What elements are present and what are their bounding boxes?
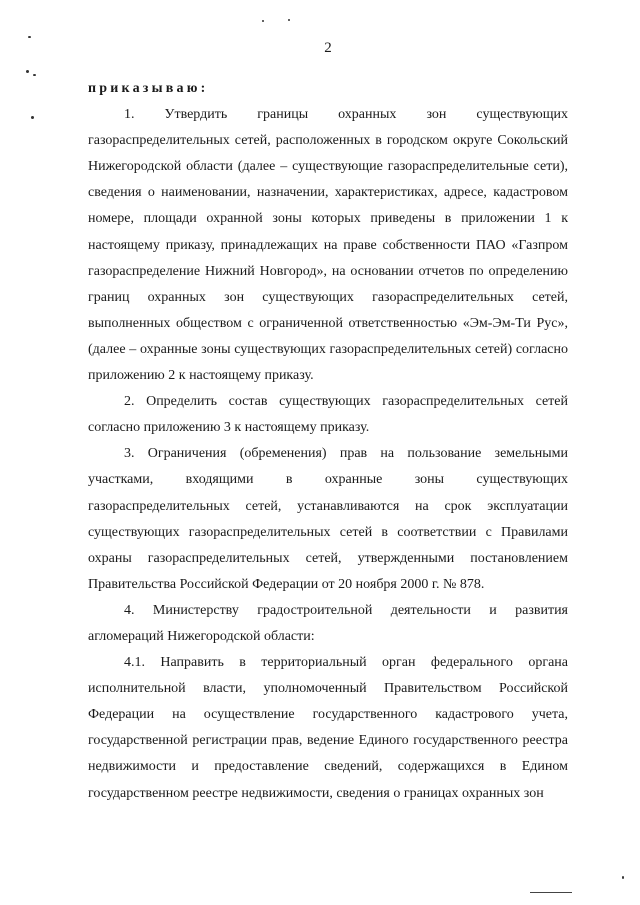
scan-speck <box>262 20 264 22</box>
scan-speck <box>33 74 36 76</box>
paragraph-1: 1. Утвердить границы охранных зон существующих газораспределительных сетей, расположенных в городском округе Сокольский Нижегородской области (далее – существующие газораспределительные сети), сведения о наименовании, назначении, характеристиках, адресе, кадастровом номере, площади охранной зоны которых приведены в приложении 1 к настоящему приказу, принадлежащих на праве собственности ПАО «Газпром газораспределение Нижний Новгород», на основании отчетов по определению границ охранных зон существующих газораспределительных сетей, выполненных обществом с ограниченной ответственностью «Эм-Эм-Ти Рус», (далее – охранные зоны существующих газораспределительных сетей) согласно приложению 2 к настоящему приказу. <box>88 107 568 384</box>
order-heading: приказываю: <box>88 81 209 96</box>
paragraph-4-1: 4.1. Направить в территориальный орган федерального органа исполнительной власти, уполномоченный Правительством Российской Федерации на осуществление государственного кадастрового учета, государственной регистрации прав, ведение Единого государственного реестра недвижимости и предоставление сведений, содержащихся в Едином государственном реестре недвижимости, сведения о границах охранных зон <box>88 655 568 801</box>
scan-speck <box>622 876 624 879</box>
document-body <box>88 76 568 807</box>
page-number: 2 <box>324 40 332 56</box>
footer-rule <box>530 892 572 893</box>
scan-speck <box>28 36 31 38</box>
paragraph-4: 4. Министерству градостроительной деятельности и развития агломераций Нижегородской области: <box>88 602 568 644</box>
paragraph-2: 2. Определить состав существующих газораспределительных сетей согласно приложению 3 к настоящему приказу. <box>88 394 568 436</box>
paragraph-3: 3. Ограничения (обременения) прав на пользование земельными участками, входящими в охранные зоны существующих газораспределительных сетей, устанавливаются на срок эксплуатации существующих газораспределительных сетей в соответствии с Правилами охраны газораспределительных сетей, утвержденными постановлением Правительства Российской Федерации от 20 ноября 2000 г. № 878. <box>88 446 568 592</box>
scan-speck <box>26 70 29 73</box>
scan-speck <box>31 116 34 119</box>
scan-speck <box>288 19 290 21</box>
